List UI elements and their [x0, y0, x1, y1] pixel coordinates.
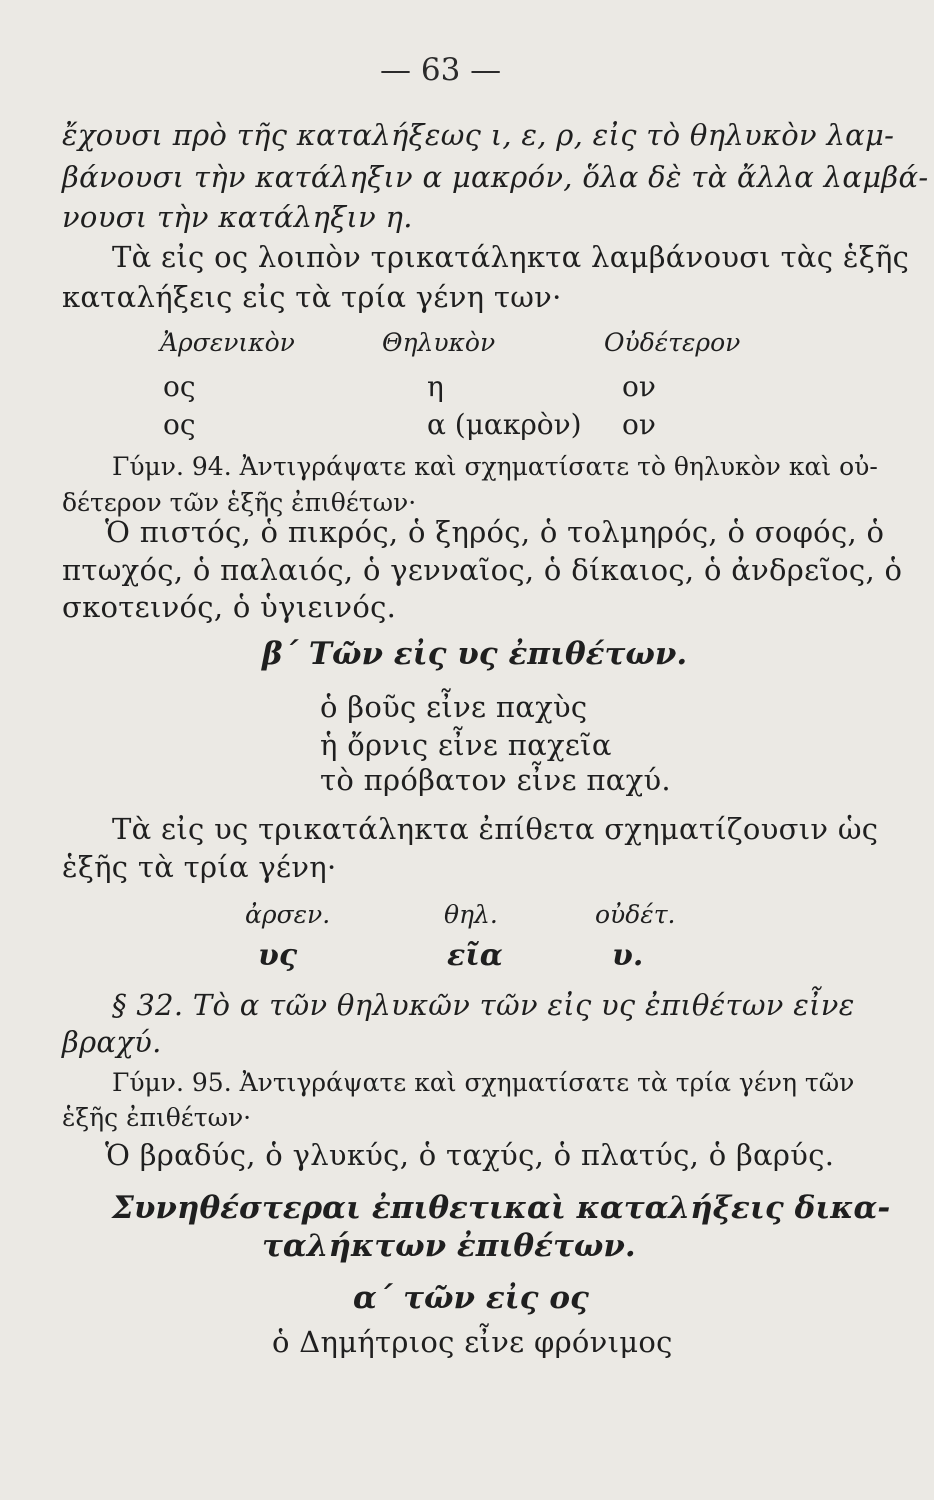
table-cell: ον: [622, 370, 656, 403]
text-line: ἔχουσι πρὸ τῆς καταλήξεως ι, ε, ρ, εἰς τὸ θηλυκὸν λαμ-: [62, 118, 895, 152]
table-header: Θηλυκὸν: [382, 328, 496, 357]
text-line: Τὰ εἰς υς τρικατάληκτα ἐπίθετα σχηματίζουσιν ὡς: [112, 812, 879, 846]
table-header: θηλ.: [444, 900, 498, 929]
rule-line: βραχύ.: [62, 1025, 162, 1059]
exercise-line: δέτερον τῶν ἑξῆς ἐπιθέτων·: [62, 488, 417, 517]
table-cell: εῖα: [447, 938, 503, 973]
table-header: οὐδέτ.: [595, 900, 676, 929]
table-cell: ος: [163, 408, 196, 441]
table-header: Ἀρσενικὸν: [160, 328, 295, 357]
text-line: βάνουσι τὴν κατάληξιν α μακρόν, ὅλα δὲ τὰ ἄλλα λαμβά-: [62, 160, 929, 194]
section-heading: Συνηθέστεραι ἐπιθετικαὶ καταλήξεις δικα-: [112, 1190, 891, 1226]
section-heading: β΄ Τῶν εἰς υς ἐπιθέτων.: [262, 636, 688, 672]
page-number: — 63 —: [380, 52, 502, 88]
text-line: ἑξῆς τὰ τρία γένη·: [62, 850, 337, 884]
table-cell: α (μακρὸν): [427, 408, 582, 441]
example-line: ὁ Δημήτριος εἶνε φρόνιμος: [272, 1325, 673, 1359]
table-cell: ος: [163, 370, 196, 403]
table-cell: υς: [258, 938, 298, 973]
example-line: ὁ βοῦς εἶνε παχὺς: [320, 690, 588, 724]
exercise-line: Γύμν. 94. Ἀντιγράψατε καὶ σχηματίσατε τὸ θηλυκὸν καὶ οὐ-: [112, 452, 878, 481]
table-cell: υ.: [612, 938, 644, 973]
example-line: τὸ πρόβατον εἶνε παχύ.: [320, 763, 671, 797]
text-line: Τὰ εἰς ος λοιπὸν τρικατάληκτα λαμβάνουσι τὰς ἑξῆς: [112, 240, 910, 274]
section-heading: ταλήκτων ἐπιθέτων.: [262, 1228, 636, 1264]
exercise-line: ἑξῆς ἐπιθέτων·: [62, 1103, 252, 1132]
subsection-heading: α΄ τῶν εἰς ος: [353, 1280, 589, 1316]
example-line: Ὁ πιστός, ὁ πικρός, ὁ ξηρός, ὁ τολμηρός, ὁ σοφός, ὁ: [105, 515, 885, 549]
text-line: καταλήξεις εἰς τὰ τρία γένη των·: [62, 280, 562, 314]
exercise-line: Γύμν. 95. Ἀντιγράψατε καὶ σχηματίσατε τὰ τρία γένη τῶν: [112, 1068, 855, 1097]
example-line: ἡ ὄρνις εἶνε παχεῖα: [320, 728, 612, 762]
table-header: Οὐδέτερον: [604, 328, 741, 357]
rule-line: § 32. Τὸ α τῶν θηλυκῶν τῶν εἰς υς ἐπιθέτων εἶνε: [112, 988, 855, 1022]
table-cell: η: [427, 370, 444, 403]
text-line: νουσι τὴν κατάληξιν η.: [62, 200, 413, 234]
table-cell: ον: [622, 408, 656, 441]
example-line: σκοτεινός, ὁ ὑγιεινός.: [62, 590, 397, 624]
example-line: πτωχός, ὁ παλαιός, ὁ γενναῖος, ὁ δίκαιος, ὁ ἀνδρεῖος, ὁ: [62, 553, 903, 587]
table-header: ἀρσεν.: [245, 900, 331, 929]
example-line: Ὁ βραδύς, ὁ γλυκύς, ὁ ταχύς, ὁ πλατύς, ὁ βαρύς.: [105, 1138, 835, 1172]
